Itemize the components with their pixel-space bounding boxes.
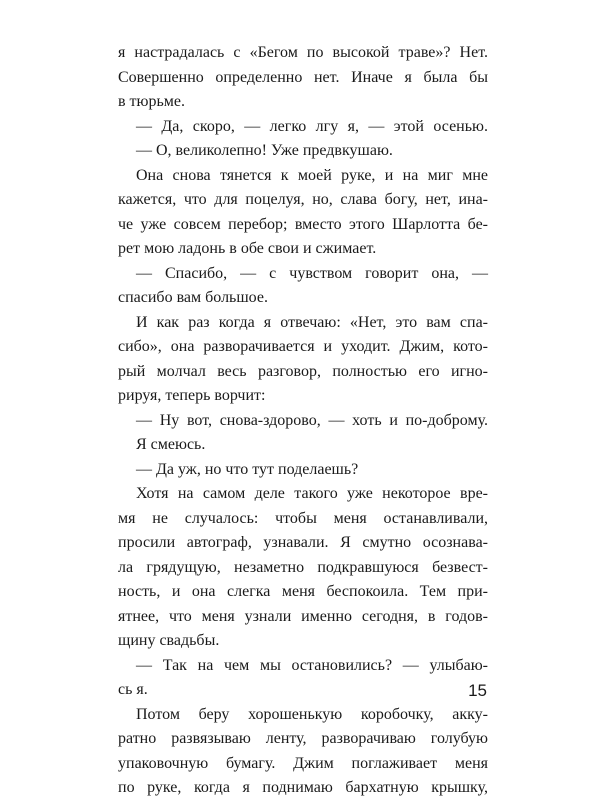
text-line: Хотя на самом деле такого уже некоторое вре- <box>136 485 488 502</box>
text-line: ятнее, что меня узнали именно сегодня, в годов- <box>118 607 488 625</box>
text-line: по руке, когда я поднимаю бархатную крышку, <box>118 779 488 796</box>
text-line: че уже совсем перебор; вместо этого Шарлотта бе- <box>118 215 488 233</box>
text-line: сибо», она разворачивается и уходит. Джим, кото- <box>118 338 488 355</box>
text-line: рет мою ладонь в обе свои и сжимает. <box>118 240 377 257</box>
text-line: — Так на чем мы остановились? — улыбаю- <box>136 656 488 674</box>
text-line: Потом беру хорошенькую коробочку, акку- <box>136 705 488 723</box>
text-line: — О, великолепно! Уже предвкушаю. <box>136 142 393 159</box>
text-line: рируя, теперь ворчит: <box>118 387 266 404</box>
text-line: — Спасибо, — с чувством говорит она, — <box>136 264 488 282</box>
text-line: — Ну вот, снова-здорово, — хоть и по-доброму. <box>136 411 488 429</box>
text-line: И как раз когда я отвечаю: «Нет, это вам спа- <box>136 313 488 331</box>
text-line: Я смеюсь. <box>136 436 206 453</box>
text-line: Совершенно определенно нет. Иначе я была бы <box>118 68 488 86</box>
text-line: — Да, скоро, — легко лгу я, — этой осенью. <box>136 117 488 135</box>
text-line: ратно развязываю ленту, разворачиваю голубую <box>118 730 488 747</box>
text-line: упаковочную бумагу. Джим поглаживает меня <box>118 754 488 772</box>
text-line: щину свадьбы. <box>118 632 220 649</box>
text-line: ность, и она слегка меня беспокоила. Тем при- <box>118 583 488 600</box>
text-line: я настрадалась с «Бегом по высокой траве»? Нет. <box>118 44 488 61</box>
text-line: Она снова тянется к моей руке, и на миг мне <box>136 166 488 184</box>
text-line: кажется, что для поцелуя, но, слава богу, нет, ина- <box>118 191 488 208</box>
page-number: 15 <box>468 681 487 700</box>
text-line: — Да уж, но что тут поделаешь? <box>136 460 359 478</box>
text-line: сь я. <box>118 681 148 698</box>
text-line: просили автограф, узнавали. Я смутно осознава- <box>118 534 488 551</box>
text-line: в тюрьме. <box>118 93 186 110</box>
body-text <box>118 41 488 801</box>
text-line: ла грядущую, незаметно подкравшуюся безвест- <box>118 558 488 576</box>
text-line: мя не случалось: чтобы меня останавливали, <box>118 509 488 527</box>
text-line: рый молчал весь разговор, полностью его игно- <box>118 362 488 380</box>
text-line: спасибо вам большое. <box>118 289 268 306</box>
